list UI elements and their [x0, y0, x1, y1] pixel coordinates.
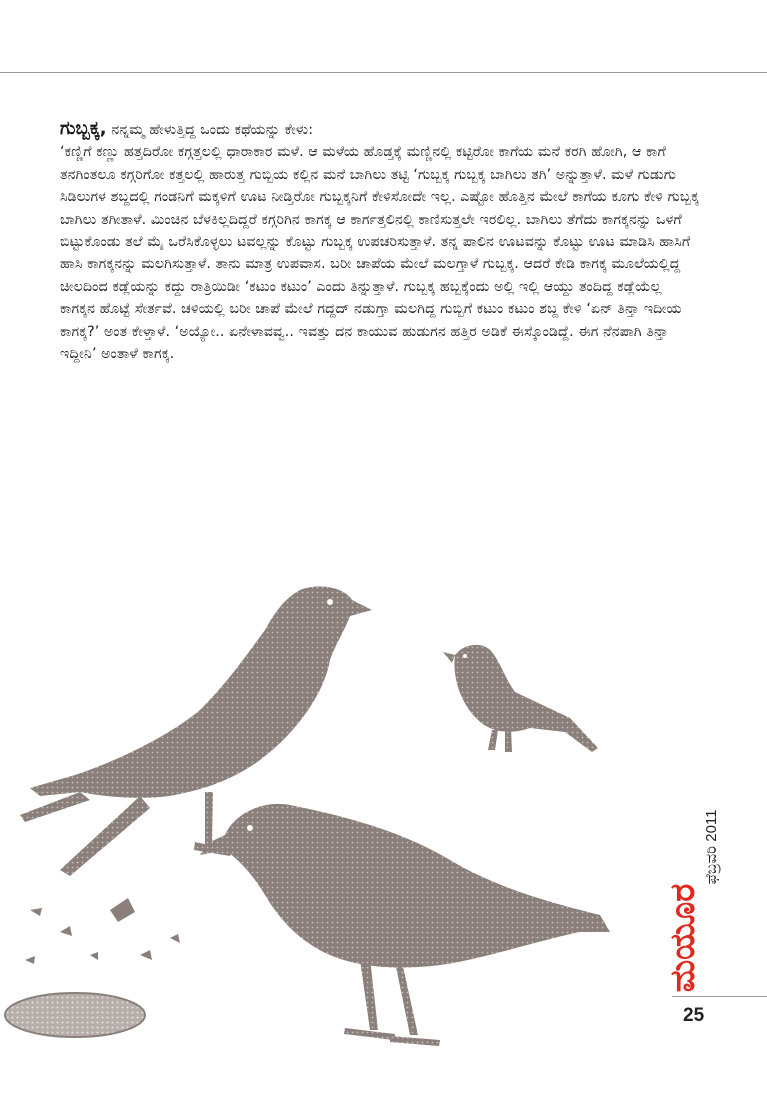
- article-intro: ನನ್ನಮ್ಮ ಹೇಳುತ್ತಿದ್ದ ಒಂದು ಕಥೆಯನ್ನು ಕೇಳು:: [106, 122, 314, 138]
- food-scraps: [5, 898, 180, 1037]
- footer-rule: [672, 996, 767, 997]
- article-body: [60, 118, 700, 365]
- top-rule: [0, 72, 767, 73]
- issue-date: ಫೆಬ್ರವರಿ 2011: [703, 809, 720, 885]
- crow-sparrow-illustration: [0, 560, 660, 1080]
- sparrow: [443, 645, 598, 752]
- lower-crow: [200, 804, 610, 1046]
- magazine-masthead: ಮಯೂರ: [663, 883, 703, 993]
- page-number: 25: [683, 1005, 705, 1026]
- article-text: ‘ಕಣ್ಣಿಗೆ ಕಣ್ಣು ಹತ್ತದಿರೋ ಕಗ್ಗತ್ತಲಲ್ಲಿ ಧಾರಾಕಾರ ಮಳೆ. ಆ ಮಳೆಯ ಹೊಡ್ತಕ್ಕೆ ಮಣ್ಣಿನಲ್ಲಿ ಕಟ್ಟಿರೋ ಕಾಗೆಯ ಮನೆ ಕರಗಿ ಹೋಗಿ, ಆ ಕಾಗೆ ತನಗಿಂತಲೂ ಕಗ್ಗರಿಗೋ ಕತ್ತಲಲ್ಲಿ ಹಾರುತ್ತ ಗುಬ್ಬಿಯ ಕಲ್ಲಿನ ಮನೆ ಬಾಗಿಲು ತಟ್ಟಿ ‘ಗುಬ್ಬಕ್ಕ ಗುಬ್ಬಕ್ಕ ಬಾಗಿಲು ತಗಿ’ ಅನ್ನುತ್ತಾಳೆ. ಮಳೆ ಗುಡುಗು ಸಿಡಿಲುಗಳ ಶಬ್ದದಲ್ಲಿ ಗಂಡನಿಗೆ ಮಕ್ಕಳಿಗೆ ಊಟ ನೀಡ್ತಿರೋ ಗುಬ್ಬಕ್ಕನಿಗೆ ಕೇಳಿಸೋದೇ ಇಲ್ಲ. ಎಷ್ಟೋ ಹೊತ್ತಿನ ಮೇಲೆ ಕಾಗೆಯ ಕೂಗು ಕೇಳಿ ಗುಬ್ಬಕ್ಕ ಬಾಗಿಲು ತಗೀತಾಳೆ. ಮಿಂಚಿನ ಬೆಳಕಿಲ್ಲದಿದ್ದರೆ ಕಗ್ಗರಿಗಿನ ಕಾಗಕ್ಕ ಆ ಕಾರ್ಗತ್ತಲಿನಲ್ಲಿ ಕಾಣಿಸುತ್ತಲೇ ಇರಲಿಲ್ಲ. ಬಾಗಿಲು ತೆಗೆದು ಕಾಗಕ್ಕನನ್ನು ಒಳಗೆ ಬಿಟ್ಟುಕೊಂಡು ತಲೆ ಮೈ ಒರೆಸಿಕೊಳ್ಳಲು ಟವಲ್ಲನ್ನು ಕೊಟ್ಟು ಗುಬ್ಬಕ್ಕ ಉಪಚರಿಸುತ್ತಾಳೆ. ತನ್ನ ಪಾಲಿನ ಊಟವನ್ನು ಕೊಟ್ಟು ಊಟ ಮಾಡಿಸಿ ಹಾಸಿಗೆ ಹಾಸಿ ಕಾಗಕ್ಕನನ್ನು ಮಲಗಿಸುತ್ತಾಳೆ. ತಾನು ಮಾತ್ರ ಉಪವಾಸ. ಬರೀ ಚಾಪೆಯ ಮೇಲೆ ಮಲಗ್ತಾಳೆ ಗುಬ್ಬಕ್ಕ. ಆದರೆ ಕೇಡಿ ಕಾಗಕ್ಕ ಮೂಲೆಯಲ್ಲಿದ್ದ ಚೀಲದಿಂದ ಕಡ್ಲೆಯನ್ನು ಕದ್ದು ರಾತ್ರಿಯಿಡೀ ‘ಕಟುಂ ಕಟುಂ’ ಎಂದು ತಿನ್ನುತ್ತಾಳೆ. ಗುಬ್ಬಕ್ಕ ಹಬ್ಬಕ್ಕೆಂದು ಅಲ್ಲಿ ಇಲ್ಲಿ ಆಯ್ದು ತಂದಿದ್ದ ಕಡ್ಲೆಯೆಲ್ಲ ಕಾಗಕ್ಕನ ಹೊಟ್ಟೆ ಸೇರ್ತವೆ. ಚಳಿಯಲ್ಲಿ ಬರೀ ಚಾಪೆ ಮೇಲೆ ಗದ್ದದ್ ನಡುಗ್ತಾ ಮಲಗಿದ್ದ ಗುಬ್ಬಿಗೆ ಕಟುಂ ಕಟುಂ ಶಬ್ದ ಕೇಳಿ ‘ಏನ್ ತಿನ್ತಾ ಇದೀಯ ಕಾಗಕ್ಕ?’ ಅಂತ ಕೇಳ್ತಾಳೆ. ‘ಅಯ್ಯೋ.. ಏನೇಳಾವವ್ವ.. ಇವತ್ತು ದನ ಕಾಯುವ ಹುಡುಗನ ಹತ್ತಿರ ಅಡಿಕೆ ಈಸ್ಕೊಂಡಿದ್ದೆ. ಈಗ ನೆನಪಾಗಿ ತಿನ್ತಾ ಇದ್ದೀನಿ’ ಅಂತಾಳೆ ಕಾಗಕ್ಕ.: [60, 144, 700, 363]
- article-lead: ಗುಬ್ಬಕ್ಕ,: [60, 118, 107, 139]
